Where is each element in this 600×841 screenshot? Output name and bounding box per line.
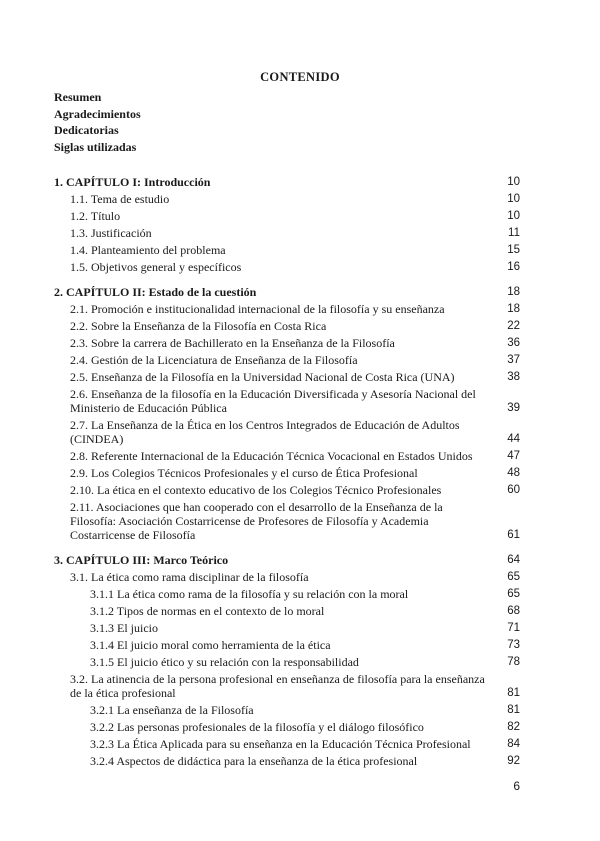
toc-chapter	[54, 550, 520, 567]
toc-page-number: 68	[507, 604, 520, 617]
toc-entry	[54, 206, 520, 223]
toc-entry-title: 3.1.2 Tipos de normas en el contexto de lo moral	[90, 603, 325, 618]
toc-page-number: 18	[507, 285, 520, 298]
toc-entry	[54, 584, 520, 601]
toc-entry	[54, 669, 520, 700]
toc-chapter	[54, 172, 520, 189]
toc-page-number: 65	[507, 587, 520, 600]
toc-entry	[54, 751, 520, 768]
toc-entry-title: 2.3. Sobre la carrera de Bachillerato en la Enseñanza de la Filosofía	[70, 335, 395, 350]
toc-page-number: 84	[507, 737, 520, 750]
toc-entry	[54, 652, 520, 669]
toc-page-number: 39	[507, 401, 520, 414]
toc-entry-title: 3.2.2 Las personas profesionales de la filosofía y el diálogo filosófico	[90, 719, 424, 734]
toc-entry	[54, 567, 520, 584]
toc-entry	[54, 635, 520, 652]
toc-entry	[54, 240, 520, 257]
toc-page-number: 36	[507, 336, 520, 349]
toc-page-number: 10	[507, 192, 520, 205]
toc-page-number: 10	[507, 175, 520, 188]
toc-entry	[54, 700, 520, 717]
toc-page-number: 64	[507, 553, 520, 566]
toc-entry	[54, 497, 520, 542]
toc-page-number: 15	[507, 243, 520, 256]
toc-page-number: 61	[507, 528, 520, 541]
page-number: 6	[513, 779, 520, 793]
toc-page-number: 48	[507, 466, 520, 479]
toc-entry-title: 2.9. Los Colegios Técnicos Profesionales y el curso de Ética Profesional	[70, 465, 418, 480]
toc-page-number: 10	[507, 209, 520, 222]
toc-page-number: 73	[507, 638, 520, 651]
toc-page-number: 60	[507, 483, 520, 496]
toc-entry-title: 2.4. Gestión de la Licenciatura de Enseñanza de la Filosofía	[70, 352, 358, 367]
toc-entry	[54, 350, 520, 367]
toc-page-number: 16	[507, 260, 520, 273]
front-matter-item: Resumen	[54, 90, 102, 104]
toc-page-number: 38	[507, 370, 520, 383]
toc-entry-title: 2.10. La ética en el contexto educativo de los Colegios Técnico Profesionales	[70, 482, 442, 497]
toc-page-number: 44	[507, 432, 520, 445]
toc-page-number: 81	[507, 703, 520, 716]
toc-entry-title: 2.11. Asociaciones que han cooperado con el desarrollo de la Enseñanza de la Filosofía: Asociación Costarricense de Profesores de Filosofía y Academia Costarricense de Filosofía	[70, 499, 443, 542]
toc-page-number: 11	[508, 226, 520, 239]
toc-entry-title: 3.2.4 Aspectos de didáctica para la enseñanza de la ética profesional	[90, 753, 418, 768]
toc-entry-title: 3.1.4 El juicio moral como herramienta de la ética	[90, 637, 331, 652]
toc-page-number: 78	[507, 655, 520, 668]
front-matter-list	[54, 89, 141, 155]
toc-entry-title: 1.1. Tema de estudio	[70, 191, 170, 206]
toc-entry	[54, 463, 520, 480]
toc-chapter	[54, 282, 520, 299]
toc-entry-title: 3.1.3 El juicio	[90, 620, 158, 635]
toc-entry	[54, 415, 520, 446]
front-matter-item: Agradecimientos	[54, 106, 141, 121]
toc-entry-title: 3.2.1 La enseñanza de la Filosofía	[90, 702, 254, 717]
toc-entry	[54, 316, 520, 333]
toc-entry	[54, 223, 520, 240]
toc-entry-title: 2.8. Referente Internacional de la Educación Técnica Vocacional en Estados Unidos	[70, 448, 473, 463]
toc-entry	[54, 384, 520, 415]
toc-page-number: 92	[507, 754, 520, 767]
toc-entry-title: 2.5. Enseñanza de la Filosofía en la Universidad Nacional de Costa Rica (UNA)	[70, 369, 455, 384]
toc-entry	[54, 257, 520, 274]
toc-page-number: 18	[507, 302, 520, 315]
toc-page-number: 71	[507, 621, 520, 634]
toc-page-number: 82	[507, 720, 520, 733]
table-of-contents	[54, 172, 520, 768]
toc-chapter-title: 2. CAPÍTULO II: Estado de la cuestión	[54, 284, 257, 299]
toc-entry	[54, 601, 520, 618]
toc-entry	[54, 480, 520, 497]
toc-entry-title: 2.2. Sobre la Enseñanza de la Filosofía en Costa Rica	[70, 318, 327, 333]
toc-entry-title: 1.5. Objetivos general y específicos	[70, 259, 242, 274]
toc-entry	[54, 189, 520, 206]
front-matter-item: Siglas utilizadas	[54, 139, 137, 154]
toc-entry-title: 1.4. Planteamiento del problema	[70, 242, 226, 257]
toc-page-number: 81	[507, 686, 520, 699]
toc-entry-title: 2.6. Enseñanza de la filosofía en la Educación Diversificada y Asesoría Nacional del Ministerio de Educación Pública	[70, 386, 476, 415]
toc-entry	[54, 299, 520, 316]
toc-entry	[54, 734, 520, 751]
toc-chapter-title: 3. CAPÍTULO III: Marco Teórico	[54, 552, 229, 567]
toc-chapter-title: 1. CAPÍTULO I: Introducción	[54, 174, 211, 189]
front-matter-item: Dedicatorias	[54, 123, 119, 137]
toc-entry	[54, 333, 520, 350]
toc-entry-title: 3.2.3 La Ética Aplicada para su enseñanza en la Educación Técnica Profesional	[90, 736, 471, 751]
page-title: CONTENIDO	[260, 70, 340, 84]
toc-entry-title: 3.1. La ética como rama disciplinar de la filosofía	[70, 569, 309, 584]
toc-entry	[54, 717, 520, 734]
toc-entry-title: 1.2. Título	[70, 208, 121, 223]
toc-page-number: 65	[507, 570, 520, 583]
toc-page-number: 22	[507, 319, 520, 332]
toc-page-number: 47	[507, 449, 520, 462]
toc-entry	[54, 367, 520, 384]
toc-entry	[54, 618, 520, 635]
toc-entry-title: 2.1. Promoción e institucionalidad internacional de la filosofía y su enseñanza	[70, 301, 445, 316]
toc-entry-title: 3.1.1 La ética como rama de la filosofía y su relación con la moral	[90, 586, 409, 601]
toc-entry-title: 1.3. Justificación	[70, 225, 152, 240]
toc-entry	[54, 446, 520, 463]
toc-entry-title: 3.2. La atinencia de la persona profesional en enseñanza de filosofía para la enseñanza de la ética profesional	[70, 671, 485, 700]
toc-entry-title: 2.7. La Enseñanza de la Ética en los Centros Integrados de Educación de Adultos (CINDEA)	[70, 417, 460, 446]
toc-entry-title: 3.1.5 El juicio ético y su relación con la responsabilidad	[90, 654, 359, 669]
toc-page-number: 37	[507, 353, 520, 366]
